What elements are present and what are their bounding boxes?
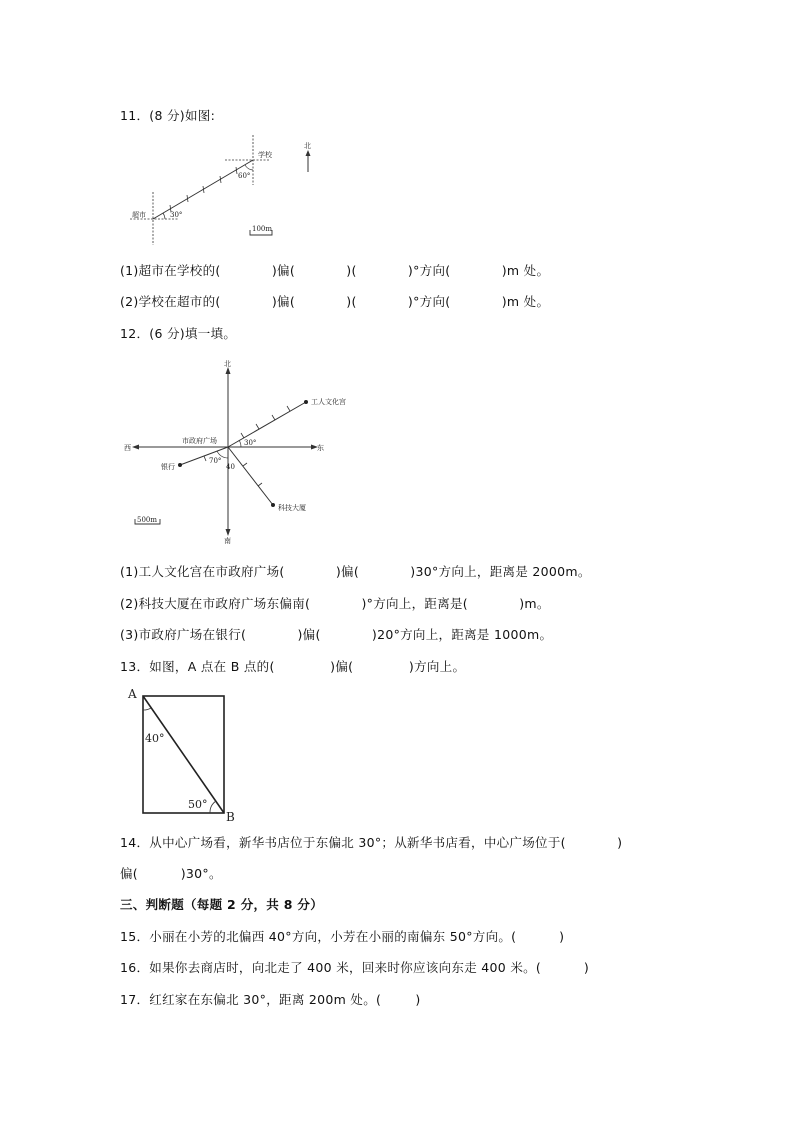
q11-angle60: 60° (238, 172, 251, 180)
q13-angle50: 50° (188, 798, 208, 811)
q11-market-label: 超市 (132, 211, 146, 219)
q12-angle70: 70° (209, 457, 222, 465)
q11-line-1: (1)超市在学校的( )偏( )( )°方向( )m 处。 (120, 263, 550, 278)
q13-point-a: A (128, 687, 137, 701)
q12-south-label: 南 (224, 537, 231, 545)
q12-bank-label: 银行 (161, 463, 175, 471)
q13-title: 13．如图，A 点在 B 点的( )偏( )方向上。 (120, 659, 466, 674)
q11-scale-label: 100m (252, 225, 272, 233)
q11-school-label: 学校 (258, 151, 272, 159)
q11-north-label: 北 (304, 142, 311, 150)
q14-line-1: 14．从中心广场看，新华书店位于东偏北 30°；从新华书店看，中心广场位于( ) (120, 835, 623, 850)
q12-scale-label: 500m (137, 516, 157, 524)
q13-point-b: B (226, 810, 235, 824)
q16: 16．如果你去商店时，向北走了 400 米，回来时你应该向东走 400 米。( ) (120, 960, 590, 975)
q12-angle30: 30° (244, 439, 257, 447)
q12-east-label: 东 (317, 444, 324, 452)
q11-figure (120, 130, 320, 240)
q12-line-1: (1)工人文化宫在市政府广场( )偏( )30°方向上，距离是 2000m。 (120, 564, 591, 579)
q12-figure (120, 355, 346, 545)
q15: 15．小丽在小芳的北偏西 40°方向，小芳在小丽的南偏东 50°方向。( ) (120, 929, 565, 944)
q17: 17．红红家在东偏北 30°，距离 200m 处。( ) (120, 992, 421, 1007)
q12-palace-label: 工人文化宫 (311, 398, 346, 406)
q13-figure (125, 688, 245, 823)
q12-angle40: 40 (226, 463, 235, 471)
q12-line-2: (2)科技大厦在市政府广场东偏南( )°方向上，距离是( )m。 (120, 596, 550, 611)
q12-title: 12．(6 分)填一填。 (120, 326, 237, 341)
q14-line-2: 偏( )30°。 (120, 866, 222, 881)
q12-line-3: (3)市政府广场在银行( )偏( )20°方向上，距离是 1000m。 (120, 627, 553, 642)
q11-angle30: 30° (170, 211, 183, 219)
q11-title: 11．(8 分)如图: (120, 108, 216, 123)
q12-plaza-label: 市政府广场 (182, 437, 217, 445)
section-3-title: 三、判断题（每题 2 分，共 8 分） (120, 897, 324, 912)
q12-tech-label: 科技大厦 (278, 504, 306, 512)
q12-west-label: 西 (124, 444, 131, 452)
q13-angle40: 40° (145, 732, 165, 745)
q12-north-label: 北 (224, 360, 231, 368)
q11-line-2: (2)学校在超市的( )偏( )( )°方向( )m 处。 (120, 294, 550, 309)
